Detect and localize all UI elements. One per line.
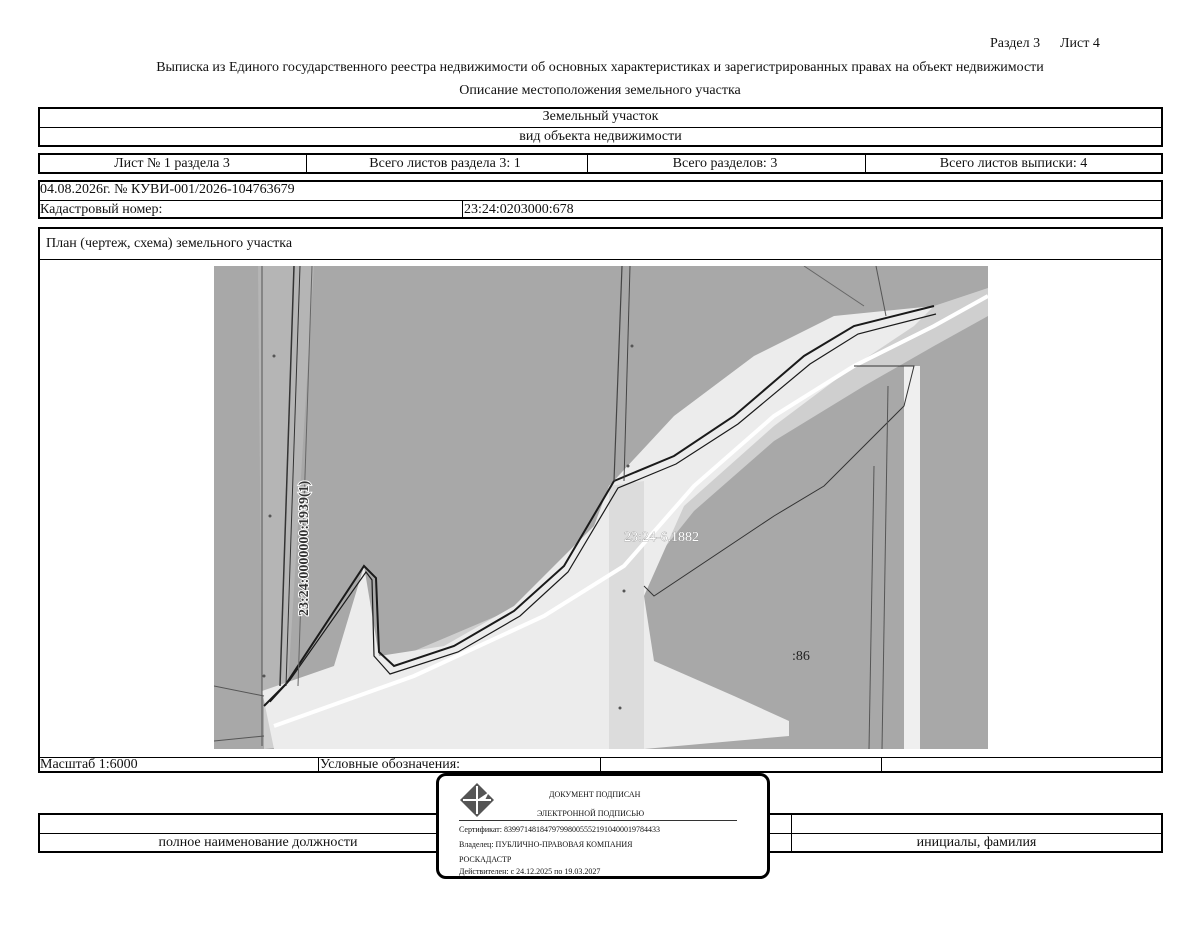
stamp-certificate: Сертификат: 839971481847979980055521910400019784433	[459, 825, 660, 834]
plan-title: План (чертеж, схема) земельного участка	[46, 236, 293, 251]
stamp-owner-name: РОСКАДАСТР	[459, 855, 512, 864]
legend-label: Условные обозначения:	[320, 757, 461, 772]
stamp-validity: Действителен: с 24.12.2025 по 19.03.2027	[459, 867, 601, 876]
map-label-parcel: :86	[792, 649, 810, 664]
cadastral-number: 23:24:0203000:678	[464, 202, 574, 217]
object-type: Земельный участок	[542, 109, 659, 124]
cadastral-label: Кадастровый номер:	[40, 202, 163, 217]
e-signature-stamp	[436, 773, 770, 879]
vertical-road	[609, 481, 644, 749]
name-caption: инициалы, фамилия	[916, 835, 1037, 850]
sheet-no: Лист № 1 раздела 3	[114, 156, 230, 171]
stamp-line1: ДОКУМЕНТ ПОДПИСАН	[549, 790, 641, 799]
total-section-sheets: Всего листов раздела 3: 1	[369, 156, 521, 171]
document-subtitle: Описание местоположения земельного участка	[459, 83, 741, 98]
right-road	[904, 366, 920, 749]
scale: Масштаб 1:6000	[40, 757, 138, 772]
total-sections: Всего разделов: 3	[672, 156, 778, 171]
rosreestr-logo-icon	[459, 782, 495, 818]
stamp-line2: ЭЛЕКТРОННОЙ ПОДПИСЬЮ	[537, 809, 645, 818]
document-title: Выписка из Единого государственного реестра недвижимости об основных характеристиках и зарегистрированных правах на объект недвижимости	[156, 60, 1044, 75]
section-number: Раздел 3	[990, 36, 1041, 51]
map-label-road-parcel: 23:24:0000000:1939(1)	[297, 480, 312, 616]
stamp-owner: Владелец: ПУБЛИЧНО-ПРАВОВАЯ КОМПАНИЯ	[459, 840, 633, 849]
cadastral-map	[214, 266, 988, 749]
sheet-number: Лист 4	[1060, 36, 1100, 51]
map-label-zone: 23:24-6.1882	[624, 530, 700, 545]
doc-reference: 04.08.2026г. № КУВИ-001/2026-104763679	[40, 182, 295, 197]
position-caption: полное наименование должности	[158, 835, 358, 850]
object-type-caption: вид объекта недвижимости	[519, 129, 682, 144]
total-extract-sheets: Всего листов выписки: 4	[939, 156, 1088, 171]
